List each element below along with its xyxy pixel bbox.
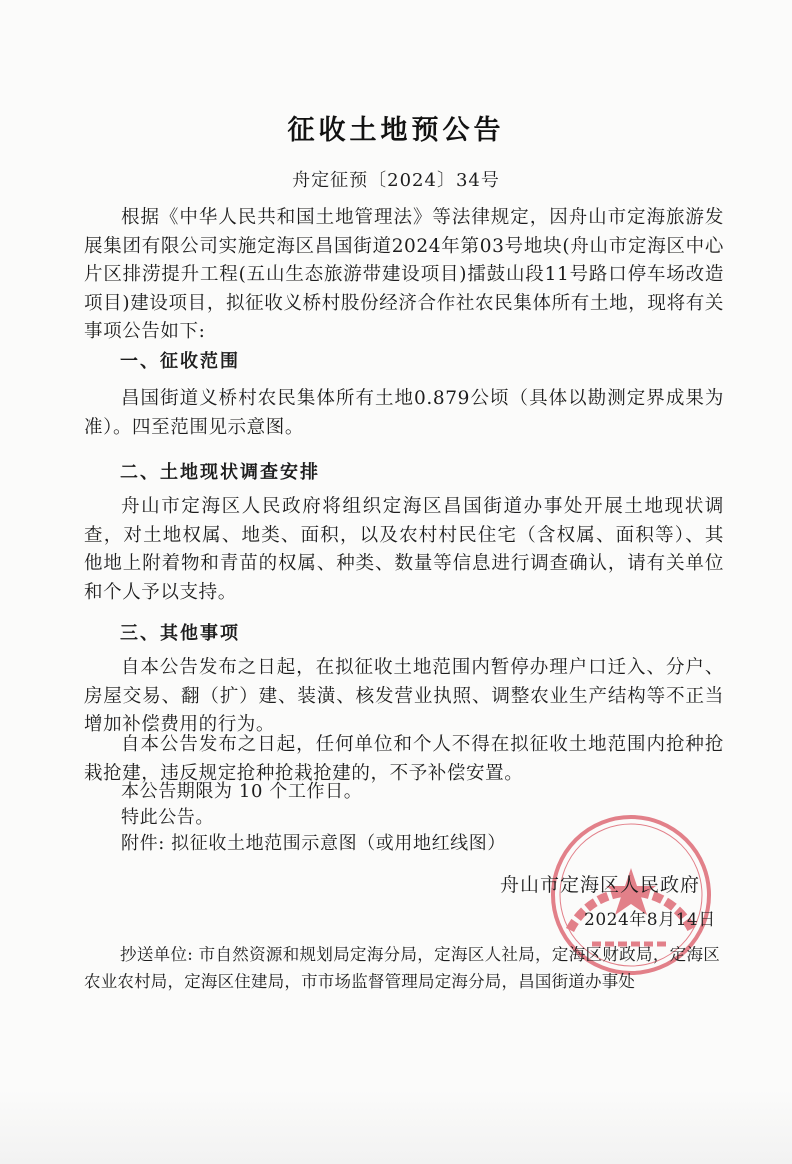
section-body-survey: 舟山市定海区人民政府将组织定海区昌国街道办事处开展土地现状调查，对土地权属、地类、面积，以及农村村民住宅（含权属、面积等）、其他地上附着物和青苗的权属、种类、数量等信息进行调查确认，请有关单位和个人予以支持。 — [84, 496, 724, 603]
section-body-scope: 昌国街道义桥村农民集体所有土地0.879公顷（具体以勘测定界成果为准）。四至范围见示意图。 — [84, 388, 724, 438]
section-body-other-2: 自本公告发布之日起，任何单位和个人不得在拟征收土地范围内抢种抢栽抢建，违反规定抢种抢栽抢建的，不予补偿安置。 — [84, 734, 724, 784]
attachment-line: 附件: 拟征收土地范围示意图（或用地红线图） — [121, 833, 506, 854]
section-heading-survey: 二、土地现状调查安排 — [120, 462, 320, 483]
section-heading-scope: 一、征收范围 — [120, 351, 240, 372]
intro-paragraph: 根据《中华人民共和国土地管理法》等法律规定，因舟山市定海旅游发展集团有限公司实施定海区昌国街道2024年第03号地块(舟山市定海区中心片区排涝提升工程(五山生态旅游带建设项目)擂鼓山段11号路口停车场改造项目)建设项目，拟征收义桥村股份经济合作社农民集体所有土地，现将有关事项公告如下: — [84, 207, 724, 342]
section-body-other-1: 自本公告发布之日起，在拟征收土地范围内暂停办理户口迁入、分户、房屋交易、翻（扩）建、装潢、核发营业执照、调整农业生产结构等不正当增加补偿费用的行为。 — [84, 657, 724, 735]
cc-list: 抄送单位: 市自然资源和规划局定海分局，定海区人社局，定海区财政局，定海区农业农村局，定海区住建局，市市场监督管理局定海分局，昌国街道办事处 — [84, 945, 720, 991]
section-heading-other: 三、其他事项 — [120, 623, 240, 644]
page-bottom-shadow — [0, 1090, 792, 1164]
issuer-signature: 舟山市定海区人民政府 — [500, 874, 701, 896]
document-title: 征收土地预公告 — [287, 115, 505, 146]
issue-date: 2024年8月14日 — [584, 910, 716, 930]
notice-period: 本公告期限为 10 个工作日。 — [121, 781, 363, 802]
closing-line: 特此公告。 — [121, 807, 214, 828]
document-number: 舟定征预〔2024〕34号 — [292, 170, 500, 191]
